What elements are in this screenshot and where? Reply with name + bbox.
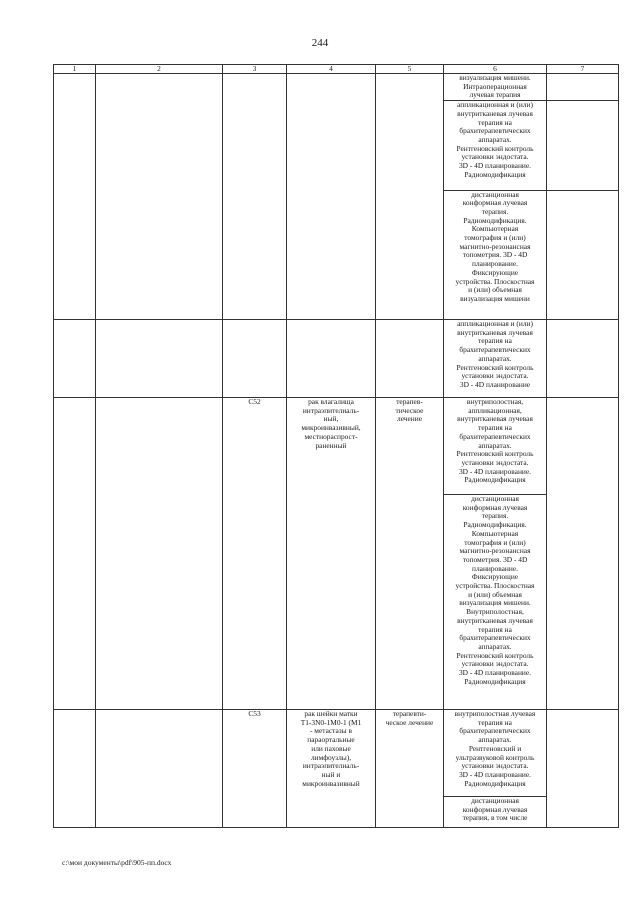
treatment-method: аппликационная и (или) внутритканевая лучевая терапия на брахитерапевтических аппаратах. Рентгеновский контроль установки эндостата. 3D - 4D планирование. Радиомодификация xyxy=(444,101,547,190)
column-number-row xyxy=(54,65,619,74)
column-header: 7 xyxy=(547,65,619,74)
diagnosis-code xyxy=(223,74,287,320)
treatment-type: терапевти- ческое лечение xyxy=(376,710,444,828)
patient-model xyxy=(287,320,376,398)
patient-model: рак влагалища интраэпителиаль- ный, микроинвазивный, местнораспрост- раненный xyxy=(287,398,376,710)
treatment-method: дистанционная конформная лучевая терапия, в том числе xyxy=(444,797,547,828)
procedures-table xyxy=(53,64,619,828)
table-row xyxy=(54,74,619,101)
patient-model: рак шейки матки T1-3N0-1M0-1 (M1 - метастазы в параортальные или паховые лимфоузлы), интраэпителиаль- ный и микроинвазивный xyxy=(287,710,376,828)
column-header: 1 xyxy=(54,65,96,74)
column-header: 6 xyxy=(444,65,547,74)
treatment-method: внутриполостная лучевая терапия на брахитерапевтических аппаратах. Рентгеновский и ультразвуковой контроль установки эндостата. 3D - 4D планирование. Радиомодификация xyxy=(444,710,547,797)
treatment-method: аппликационная и (или) внутритканевая лучевая терапия на брахитерапевтических аппаратах. Рентгеновский контроль установки эндостата. 3D - 4D планирование xyxy=(444,320,547,398)
treatment-method: визуализация мишени. Интраоперационная лучевая терапия xyxy=(444,74,547,101)
treatment-type xyxy=(376,320,444,398)
patient-model xyxy=(287,74,376,320)
column-header: 2 xyxy=(96,65,223,74)
file-path-footer: c:\мои документы\pdf\905-пп.docx xyxy=(62,858,172,867)
treatment-type: терапев- тическое лечение xyxy=(376,398,444,710)
column-header: 4 xyxy=(287,65,376,74)
treatment-method: дистанционная конформная лучевая терапия. Радиомодификация. Компьютерная томография и (или) магнитно-резонансная топометрия. 3D - 4D планирование. Фиксирующие устройства. Плоскостная и (или) объемная визуализация мишени. Внутриполостная, внутритканевая лучевая терапия на брахитерапевтических аппаратах. Рентгеновский контроль установки эндостата. 3D - 4D планирование. Радиомодификация xyxy=(444,495,547,710)
column-header: 3 xyxy=(223,65,287,74)
page-number: 244 xyxy=(311,37,329,49)
diagnosis-code xyxy=(223,320,287,398)
table-row xyxy=(54,320,619,398)
treatment-method: внутриполостная, аппликационная, внутритканевая лучевая терапия на брахитерапевтических аппаратах. Рентгеновский контроль установки эндостата. 3D - 4D планирование. Радиомодификация xyxy=(444,398,547,495)
treatment-type xyxy=(376,74,444,320)
column-header: 5 xyxy=(376,65,444,74)
treatment-method: дистанционная конформная лучевая терапия. Радиомодификация. Компьютерная томография и (или) магнитно-резонансная топометрия. 3D - 4D планирование. Фиксирующие устройства. Плоскостная и (или) объемная визуализация мишени xyxy=(444,190,547,319)
table-row xyxy=(54,710,619,797)
table-row xyxy=(54,398,619,495)
diagnosis-code: C53 xyxy=(223,710,287,828)
diagnosis-code: C52 xyxy=(223,398,287,710)
